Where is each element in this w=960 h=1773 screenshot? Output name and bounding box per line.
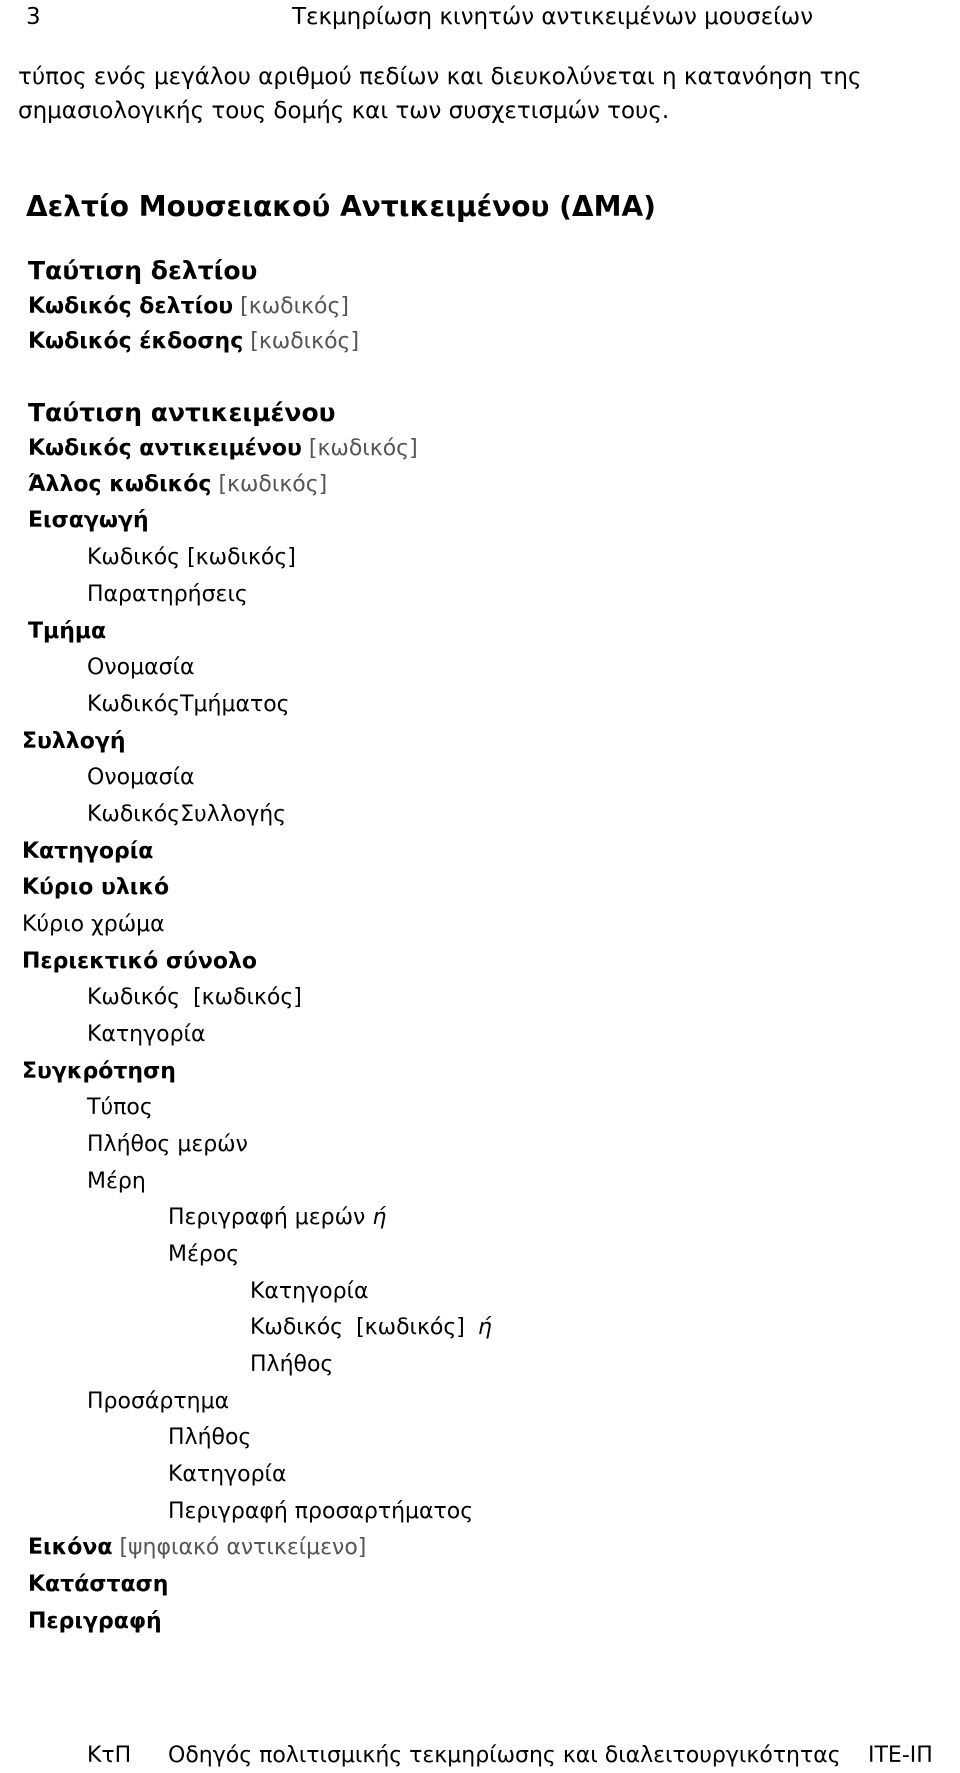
attachment-count-label: Πλήθος (168, 1425, 252, 1450)
intro-line-1: τύπος ενός μεγάλου αριθμού πεδίων και διευκολύνεται η κατανόηση της (18, 64, 862, 90)
part-code-placeholder: [κωδικός] (356, 1315, 465, 1340)
import-notes-label: Παρατηρήσεις (87, 582, 248, 607)
card-id-heading: Ταύτιση δελτίου (28, 256, 258, 285)
object-code-placeholder: [κωδικός] (308, 436, 418, 461)
import-label: Εισαγωγή (28, 508, 149, 533)
footer-right: ΙΤΕ-ΙΠ (868, 1743, 933, 1768)
main-material-label: Κύριο υλικό (22, 875, 170, 900)
import-code-label: Κωδικός (87, 545, 181, 570)
object-code-label: Κωδικός αντικειμένου (28, 436, 302, 461)
ensemble-code-placeholder: [κωδικός] (193, 985, 302, 1010)
attachment-description-label: Περιγραφή προσαρτήματος (168, 1499, 474, 1524)
part-code-label: Κωδικός (250, 1315, 344, 1340)
image-label: Εικόνα (28, 1535, 113, 1560)
composition-label: Συγκρότηση (22, 1059, 176, 1084)
main-color-label: Κύριο χρώμα (22, 912, 165, 937)
parts-description-row (168, 1205, 386, 1230)
other-code-placeholder: [κωδικός] (218, 472, 328, 497)
collection-code-label: ΚωδικόςΣυλλογής (87, 802, 287, 827)
part-count-label: Πλήθος (250, 1352, 334, 1377)
form-title: Δελτίο Μουσειακού Αντικειμένου (ΔΜΑ) (26, 190, 656, 223)
comp-type-label: Τύπος (87, 1095, 153, 1120)
edition-code-label: Κωδικός έκδοσης (28, 329, 244, 354)
description-label: Περιγραφή (28, 1609, 162, 1634)
or-conjunction: ή (372, 1205, 387, 1230)
edition-code-placeholder: [κωδικός] (250, 329, 360, 354)
card-code-row (28, 294, 349, 319)
collection-label: Συλλογή (22, 729, 126, 754)
import-code-row (87, 545, 296, 570)
intro-line-2: σημασιολογικής τους δομής και των συσχετισμών τους. (18, 98, 670, 124)
footer-left: ΚτΠ (87, 1743, 132, 1768)
part-code-row (250, 1315, 492, 1340)
ensemble-code-label: Κωδικός (87, 985, 181, 1010)
image-placeholder: [ψηφιακό αντικείμενο] (119, 1535, 367, 1560)
attachment-label: Προσάρτημα (87, 1389, 230, 1414)
card-code-placeholder: [κωδικός] (240, 294, 349, 319)
object-id-heading: Ταύτιση αντικειμένου (28, 398, 336, 427)
other-code-label: Άλλος κωδικός (28, 472, 212, 497)
comp-parts-label: Μέρη (87, 1169, 146, 1194)
comp-parts-count-label: Πλήθος μερών (87, 1132, 248, 1157)
ensemble-label: Περιεκτικό σύνολο (22, 949, 257, 974)
edition-code-row (28, 329, 359, 354)
department-label: Τμήμα (28, 619, 107, 644)
department-code-label: ΚωδικόςΤμήματος (87, 692, 290, 717)
footer-center: Οδηγός πολιτισμικής τεκμηρίωσης και διαλειτουργικότητας (168, 1743, 841, 1768)
part-label: Μέρος (168, 1242, 240, 1267)
collection-name-label: Ονομασία (87, 765, 195, 790)
department-name-label: Ονομασία (87, 655, 195, 680)
image-row (28, 1535, 366, 1560)
ensemble-code-row (87, 985, 302, 1010)
parts-description-label: Περιγραφή μερών (168, 1205, 366, 1230)
category-label: Κατηγορία (22, 839, 154, 864)
ensemble-category-label: Κατηγορία (87, 1022, 206, 1047)
running-title: Τεκμηρίωση κινητών αντικειμένων μουσείων (292, 4, 814, 30)
other-code-row (28, 472, 327, 497)
card-code-label: Κωδικός δελτίου (28, 294, 234, 319)
or-conjunction: ή (477, 1315, 492, 1340)
attachment-category-label: Κατηγορία (168, 1462, 287, 1487)
condition-label: Κατάσταση (28, 1572, 169, 1597)
import-code-placeholder: [κωδικός] (187, 545, 296, 570)
page-number: 3 (26, 4, 41, 30)
part-category-label: Κατηγορία (250, 1279, 369, 1304)
object-code-row (28, 436, 418, 461)
